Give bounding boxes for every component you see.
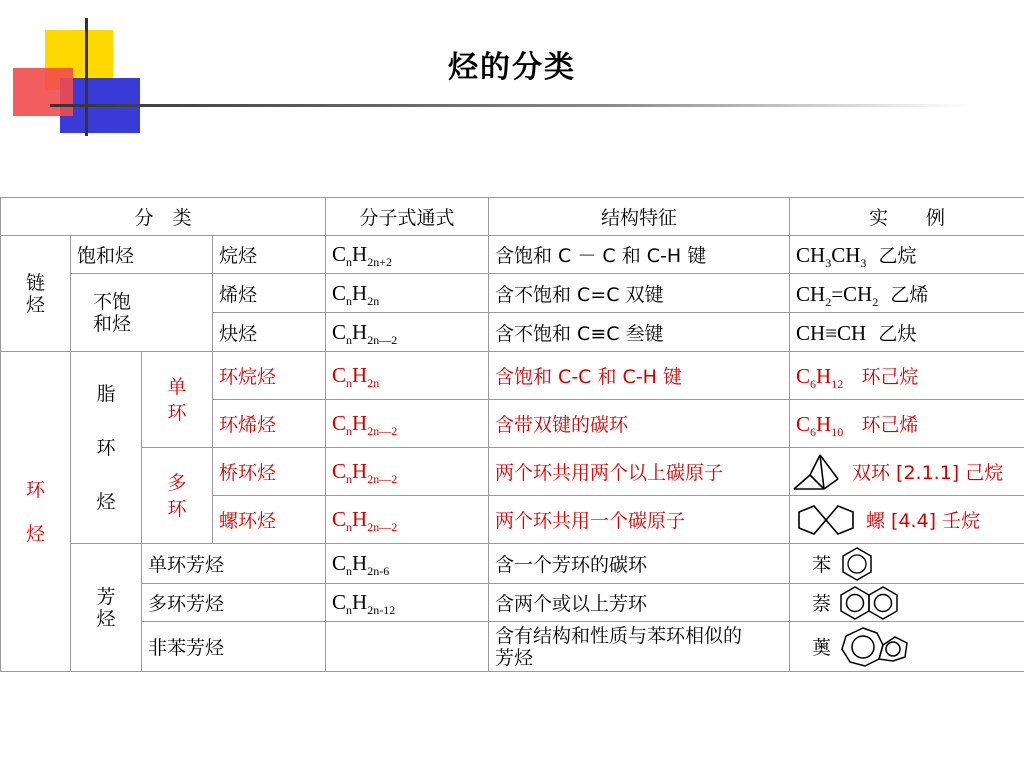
bicyclohexane-structure-icon xyxy=(790,449,844,495)
formula-cell: $C_nH_{2n—2}$ xyxy=(326,448,489,496)
row-name: 环烷烃 xyxy=(213,352,326,400)
table-row xyxy=(1,544,1024,584)
row-name: 炔烃 xyxy=(213,313,326,352)
row-name: 非苯芳烃 xyxy=(142,622,326,672)
group-ring: 环烃 xyxy=(1,352,71,672)
benzene-structure-icon xyxy=(839,546,875,582)
structure-cell: 含一个芳环的碳环 xyxy=(489,544,790,584)
formula-cell: $C_nH_{2n—2}$ xyxy=(326,496,489,544)
table-row xyxy=(1,584,1024,622)
structure-cell: 含两个或以上芳环 xyxy=(489,584,790,622)
example-cell: $CH_3CH_3$ 乙烷 xyxy=(790,236,1024,274)
table-row xyxy=(1,236,1024,274)
group-alicyclic: 脂环烃 xyxy=(71,352,142,544)
structure-cell: 两个环共用一个碳原子 xyxy=(489,496,790,544)
table-row xyxy=(1,274,1024,313)
example-cell: 苯 xyxy=(790,544,1024,584)
group-polycyclic: 多环 xyxy=(142,448,213,544)
row-name: 螺环烃 xyxy=(213,496,326,544)
table-row xyxy=(1,622,1024,672)
classification-table xyxy=(0,197,1024,672)
row-name: 单环芳烃 xyxy=(142,544,326,584)
example-cell: $C_6H_{12}$ 环己烷 xyxy=(790,352,1024,400)
formula-cell xyxy=(326,622,489,672)
header-category: 分 类 xyxy=(1,198,326,236)
group-aromatic: 芳烃 xyxy=(71,544,142,672)
structure-cell: 含饱和 C － C 和 C-H 键 xyxy=(489,236,790,274)
header-structure: 结构特征 xyxy=(489,198,790,236)
formula-cell: $C_nH_{2n-12}$ xyxy=(326,584,489,622)
row-name: 桥环烃 xyxy=(213,448,326,496)
formula-cell: $C_nH_{2n-6}$ xyxy=(326,544,489,584)
structure-cell: 两个环共用两个以上碳原子 xyxy=(489,448,790,496)
formula-cell: $C_nH_{2n}$ xyxy=(326,274,489,313)
example-cell: $C_6H_{10}$ 环己烯 xyxy=(790,400,1024,448)
row-name: 多环芳烃 xyxy=(142,584,326,622)
row-name: 环烯烃 xyxy=(213,400,326,448)
group-saturated: 饱和烃 xyxy=(71,236,213,274)
group-unsaturated: 不饱和烃 xyxy=(71,274,213,352)
example-cell: CH≡CH 乙炔 xyxy=(790,313,1024,352)
example-cell: 双环 [2.1.1] 己烷 xyxy=(790,448,1024,496)
table-row xyxy=(1,448,1024,496)
structure-cell: 含饱和 C-C 和 C-H 键 xyxy=(489,352,790,400)
example-cell: 螺 [4.4] 壬烷 xyxy=(790,496,1024,544)
header-example: 实 例 xyxy=(790,198,1024,236)
row-name: 烷烃 xyxy=(213,236,326,274)
row-name: 烯烃 xyxy=(213,274,326,313)
table-row xyxy=(1,352,1024,400)
formula-cell: $C_nH_{2n—2}$ xyxy=(326,400,489,448)
structure-cell: 含不饱和 C≡C 叁键 xyxy=(489,313,790,352)
header-formula: 分子式通式 xyxy=(326,198,489,236)
decor-horizontal-line xyxy=(50,104,970,107)
header-row xyxy=(1,198,1024,236)
structure-cell: 含不饱和 C=C 双键 xyxy=(489,274,790,313)
example-cell: 萘 xyxy=(790,584,1024,622)
group-monocyclic: 单环 xyxy=(142,352,213,448)
structure-cell: 含带双键的碳环 xyxy=(489,400,790,448)
structure-cell: 含有结构和性质与苯环相似的芳烃 xyxy=(489,622,790,672)
example-cell: $CH_2=CH_2$ 乙烯 xyxy=(790,274,1024,313)
azulene-structure-icon xyxy=(839,625,911,669)
formula-cell: $C_nH_{2n}$ xyxy=(326,352,489,400)
formula-cell: $C_nH_{2n+2}$ xyxy=(326,236,489,274)
formula-cell: $C_nH_{2n—2}$ xyxy=(326,313,489,352)
page-title: 烃的分类 xyxy=(448,50,576,85)
example-cell: 薁 xyxy=(790,622,1024,672)
naphthalene-structure-icon xyxy=(839,585,901,621)
spirononane-structure-icon xyxy=(794,500,858,540)
group-chain: 链烃 xyxy=(1,236,71,352)
